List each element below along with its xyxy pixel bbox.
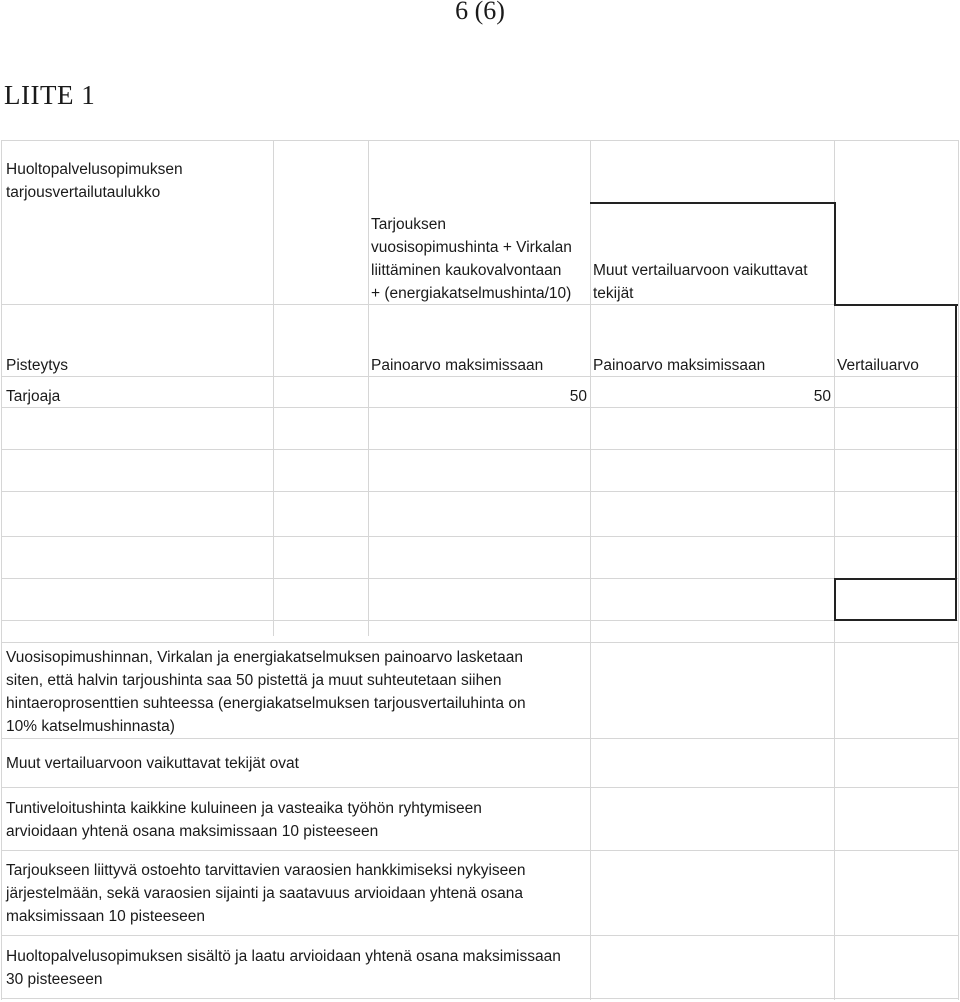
contents-factor-line-2: 30 pisteeseen: [6, 971, 103, 988]
price-note-line-4: 10% katselmushinnasta): [6, 718, 175, 735]
price-note-line-1: Vuosisopimushinnan, Virkalan ja energiakatselmuksen painoarvo lasketaan: [6, 649, 523, 666]
table-title-line-2: tarjousvertailutaulukko: [6, 184, 161, 201]
spare-parts-factor-line-2: järjestelmään, sekä varaosien sijainti ja saatavuus arvioidaan yhtenä osana: [6, 885, 523, 902]
price-column-header-line-1: Tarjouksen: [371, 216, 446, 233]
price-note-line-3: hintaeroprosenttien suhteessa (energiakatselmuksen tarjousvertailuhinta on: [6, 695, 526, 712]
table-title-line-1: Huoltopalvelusopimuksen: [6, 161, 183, 178]
other-column-header-line-2: tekijät: [593, 285, 634, 302]
price-weight-value: 50: [569, 388, 587, 405]
price-column-header-line-2: vuosisopimushinta + Virkalan: [371, 239, 572, 256]
spare-parts-factor-line-3: maksimissaan 10 pisteeseen: [6, 908, 206, 925]
price-note-line-2: siten, että halvin tarjoushinta saa 50 pistettä ja muut suhteutetaan siihen: [6, 672, 502, 689]
other-factors-intro: Muut vertailuarvoon vaikuttavat tekijät ovat: [6, 755, 299, 772]
other-weight-header: Painoarvo maksimissaan: [593, 357, 766, 374]
scoring-row-label: Pisteytys: [6, 357, 69, 374]
contents-factor-line-1: Huoltopalvelusopimuksen sisältö ja laatu arvioidaan yhtenä osana maksimissaan: [6, 948, 561, 965]
spare-parts-factor-line-1: Tarjoukseen liittyvä ostoehto tarvittavien varaosien hankkimiseksi nykyiseen: [6, 862, 526, 879]
appendix-title: LIITE 1: [4, 80, 96, 110]
comparison-value-header: Vertailuarvo: [837, 357, 919, 374]
bidder-row-label: Tarjoaja: [6, 388, 61, 405]
other-weight-value: 50: [813, 388, 831, 405]
price-column-header-line-3: liittäminen kaukovalvontaan: [371, 262, 562, 279]
price-column-header-line-4: + (energiakatselmushinta/10): [371, 285, 572, 302]
other-column-header-line-1: Muut vertailuarvoon vaikuttavat: [593, 262, 808, 279]
price-weight-header: Painoarvo maksimissaan: [371, 357, 544, 374]
hourly-factor-line-2: arvioidaan yhtenä osana maksimissaan 10 pisteeseen: [6, 823, 379, 840]
hourly-factor-line-1: Tuntiveloitushinta kaikkine kuluineen ja vasteaika työhön ryhtymiseen: [6, 800, 482, 817]
page-number: 6 (6): [455, 0, 505, 25]
